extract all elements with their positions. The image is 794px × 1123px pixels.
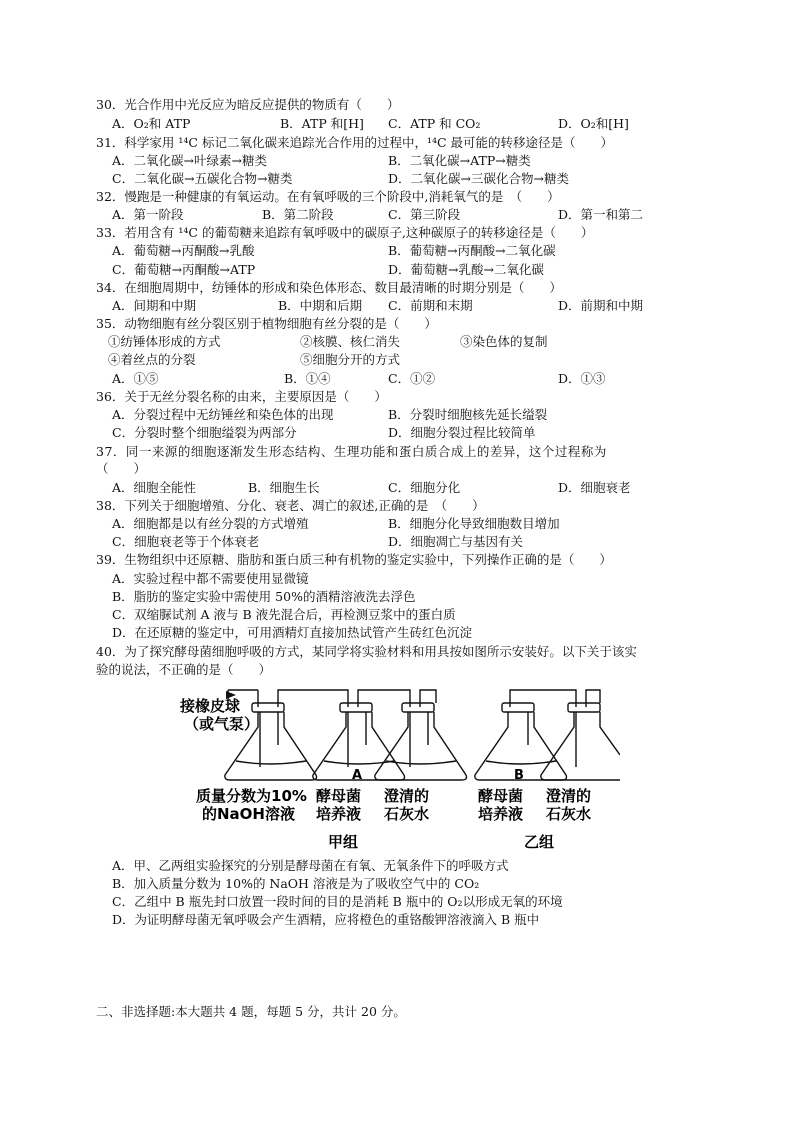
q37-option-d: D．细胞衰老 <box>558 480 631 495</box>
pump-label-line2: （或气泵） <box>184 715 260 733</box>
lime-jia-label-line2: 石灰水 <box>384 805 430 823</box>
q32-option-b: B．第二阶段 <box>262 207 334 222</box>
q37-option-b: B．细胞生长 <box>248 480 320 495</box>
yeast-b-label-line1: 酵母菌 <box>478 787 524 805</box>
q31-option-d: D．二氧化碳→三碳化合物→糖类 <box>388 171 569 186</box>
lime-yi-label-line2: 石灰水 <box>546 805 592 823</box>
q35-option-c: C．①② <box>388 371 436 386</box>
naoh-label-line1: 质量分数为10% <box>196 787 307 805</box>
q34-option-a: A．间期和中期 <box>112 298 197 313</box>
q33-option-c: C．葡萄糖→丙酮酸→ATP <box>112 262 256 277</box>
question-37-stem-cont: （ ） <box>96 461 147 476</box>
q31-option-a: A．二氧化碳→叶绿素→糖类 <box>112 153 267 168</box>
q34-option-d: D．前期和中期 <box>558 298 644 313</box>
q35-option-d: D．①③ <box>558 371 606 386</box>
question-33-stem: 33．若用含有 ¹⁴C 的葡萄糖来追踪有氧呼吸中的碳原子,这种碳原子的转移途径是（ ） <box>96 225 594 240</box>
q30-option-c: C．ATP 和 CO₂ <box>388 116 481 131</box>
q33-option-a: A．葡萄糖→丙酮酸→乳酸 <box>112 243 255 258</box>
q33-option-b: B．葡萄糖→丙酮酸→二氧化碳 <box>388 243 556 258</box>
question-39-stem: 39．生物组织中还原糖、脂肪和蛋白质三种有机物的鉴定实验中，下列操作正确的是（ ） <box>96 552 612 567</box>
q38-option-d: D．细胞凋亡与基因有关 <box>388 534 524 549</box>
yeast-b-label-line2: 培养液 <box>478 805 524 823</box>
q35-item-4: ④着丝点的分裂 <box>108 352 196 367</box>
q34-option-b: B．中期和后期 <box>278 298 363 313</box>
lime-jia-label-line1: 澄清的 <box>384 787 430 805</box>
question-40-stem-cont: 验的说法，不正确的是（ ） <box>96 662 272 677</box>
q34-option-c: C．前期和末期 <box>388 298 473 313</box>
q40-option-c: C．乙组中 B 瓶先封口放置一段时间的目的是消耗 B 瓶中的 O₂以形成无氧的环境 <box>112 894 563 909</box>
flask-a-label: A <box>352 768 363 783</box>
q35-item-1: ①纺锤体形成的方式 <box>108 334 221 349</box>
q37-option-c: C．细胞分化 <box>388 480 461 495</box>
q31-option-c: C．二氧化碳→五碳化合物→糖类 <box>112 171 293 186</box>
q31-option-b: B．二氧化碳→ATP→糖类 <box>388 153 531 168</box>
q35-item-5: ⑤细胞分开的方式 <box>300 352 401 367</box>
q36-option-a: A．分裂过程中无纺锤丝和染色体的出现 <box>112 407 334 422</box>
question-38-stem: 38．下列关于细胞增殖、分化、衰老、凋亡的叙述,正确的是 （ ） <box>96 498 485 513</box>
question-35-stem: 35．动物细胞有丝分裂区别于植物细胞有丝分裂的是（ ） <box>96 316 437 331</box>
q35-item-2: ②核膜、核仁消失 <box>300 334 401 349</box>
q36-option-c: C．分裂时整个细胞缢裂为两部分 <box>112 425 297 440</box>
q38-option-b: B．细胞分化导致细胞数目增加 <box>388 516 560 531</box>
question-36-stem: 36．关于无丝分裂名称的由来，主要原因是（ ） <box>96 389 387 404</box>
q37-option-a: A．细胞全能性 <box>112 480 197 495</box>
question-32-stem: 32．慢跑是一种健康的有氧运动。在有氧呼吸的三个阶段中,消耗氧气的是 （ ） <box>96 189 560 204</box>
q40-option-a: A．甲、乙两组实验探究的分别是酵母菌在有氧、无氧条件下的呼吸方式 <box>112 858 509 873</box>
q33-option-d: D．葡萄糖→乳酸→二氧化碳 <box>388 262 544 277</box>
naoh-label-line2: 的NaOH溶液 <box>202 805 295 823</box>
yeast-a-label-line2: 培养液 <box>316 805 362 823</box>
q38-option-a: A．细胞都是以有丝分裂的方式增殖 <box>112 516 309 531</box>
q40-option-b: B．加入质量分数为 10%的 NaOH 溶液是为了吸收空气中的 CO₂ <box>112 876 480 891</box>
q35-item-3: ③染色体的复制 <box>460 334 548 349</box>
question-40-stem: 40．为了探究酵母菌细胞呼吸的方式，某同学将实验材料和用具按如图所示安装好。以下关于该实 <box>96 644 637 659</box>
q38-option-c: C．细胞衰老等于个体衰老 <box>112 534 260 549</box>
section-2-heading: 二、非选择题:本大题共 4 题，每题 5 分，共计 20 分。 <box>96 1004 406 1019</box>
lime-yi-label-line1: 澄清的 <box>546 787 592 805</box>
pump-label-line1: 接橡皮球 <box>180 697 241 715</box>
q30-option-b: B．ATP 和[H] <box>280 116 364 131</box>
yeast-respiration-apparatus-figure <box>180 685 620 855</box>
question-37-stem: 37．同一来源的细胞逐渐发生形态结构、生理功能和蛋白质合成上的差异，这个过程称为 <box>96 444 607 459</box>
q32-option-c: C．第三阶段 <box>388 207 461 222</box>
flask-b-label: B <box>514 768 524 783</box>
question-30-stem: 30．光合作用中光反应为暗反应提供的物质有（ ） <box>96 97 400 112</box>
q39-option-c: C．双缩脲试剂 A 液与 B 液先混合后，再检测豆浆中的蛋白质 <box>112 607 456 622</box>
group-yi-label: 乙组 <box>524 833 555 851</box>
q30-option-d: D．O₂和[H] <box>558 116 629 131</box>
yeast-a-label-line1: 酵母菌 <box>316 787 362 805</box>
group-jia-label: 甲组 <box>328 833 359 851</box>
q39-option-d: D．在还原糖的鉴定中，可用酒精灯直接加热试管产生砖红色沉淀 <box>112 625 473 640</box>
q30-option-a: A．O₂和 ATP <box>112 116 191 131</box>
q39-option-a: A．实验过程中都不需要使用显微镜 <box>112 571 309 586</box>
q32-option-a: A．第一阶段 <box>112 207 184 222</box>
q35-option-b: B．①④ <box>284 371 331 386</box>
q36-option-d: D．细胞分裂过程比较简单 <box>388 425 536 440</box>
q40-option-d: D．为证明酵母菌无氧呼吸会产生酒精，应将橙色的重铬酸钾溶液滴入 B 瓶中 <box>112 912 540 927</box>
q35-option-a: A．①⑤ <box>112 371 159 386</box>
question-31-stem: 31．科学家用 ¹⁴C 标记二氧化碳来追踪光合作用的过程中，¹⁴C 最可能的转移途径是（ ） <box>96 135 613 150</box>
q36-option-b: B．分裂时细胞核先延长缢裂 <box>388 407 548 422</box>
q39-option-b: B．脂肪的鉴定实验中需使用 50%的酒精溶液洗去浮色 <box>112 589 416 604</box>
q32-option-d: D．第一和第二 <box>558 207 644 222</box>
question-34-stem: 34．在细胞周期中，纺锤体的形成和染色体形态、数目最清晰的时期分别是（ ） <box>96 280 562 295</box>
